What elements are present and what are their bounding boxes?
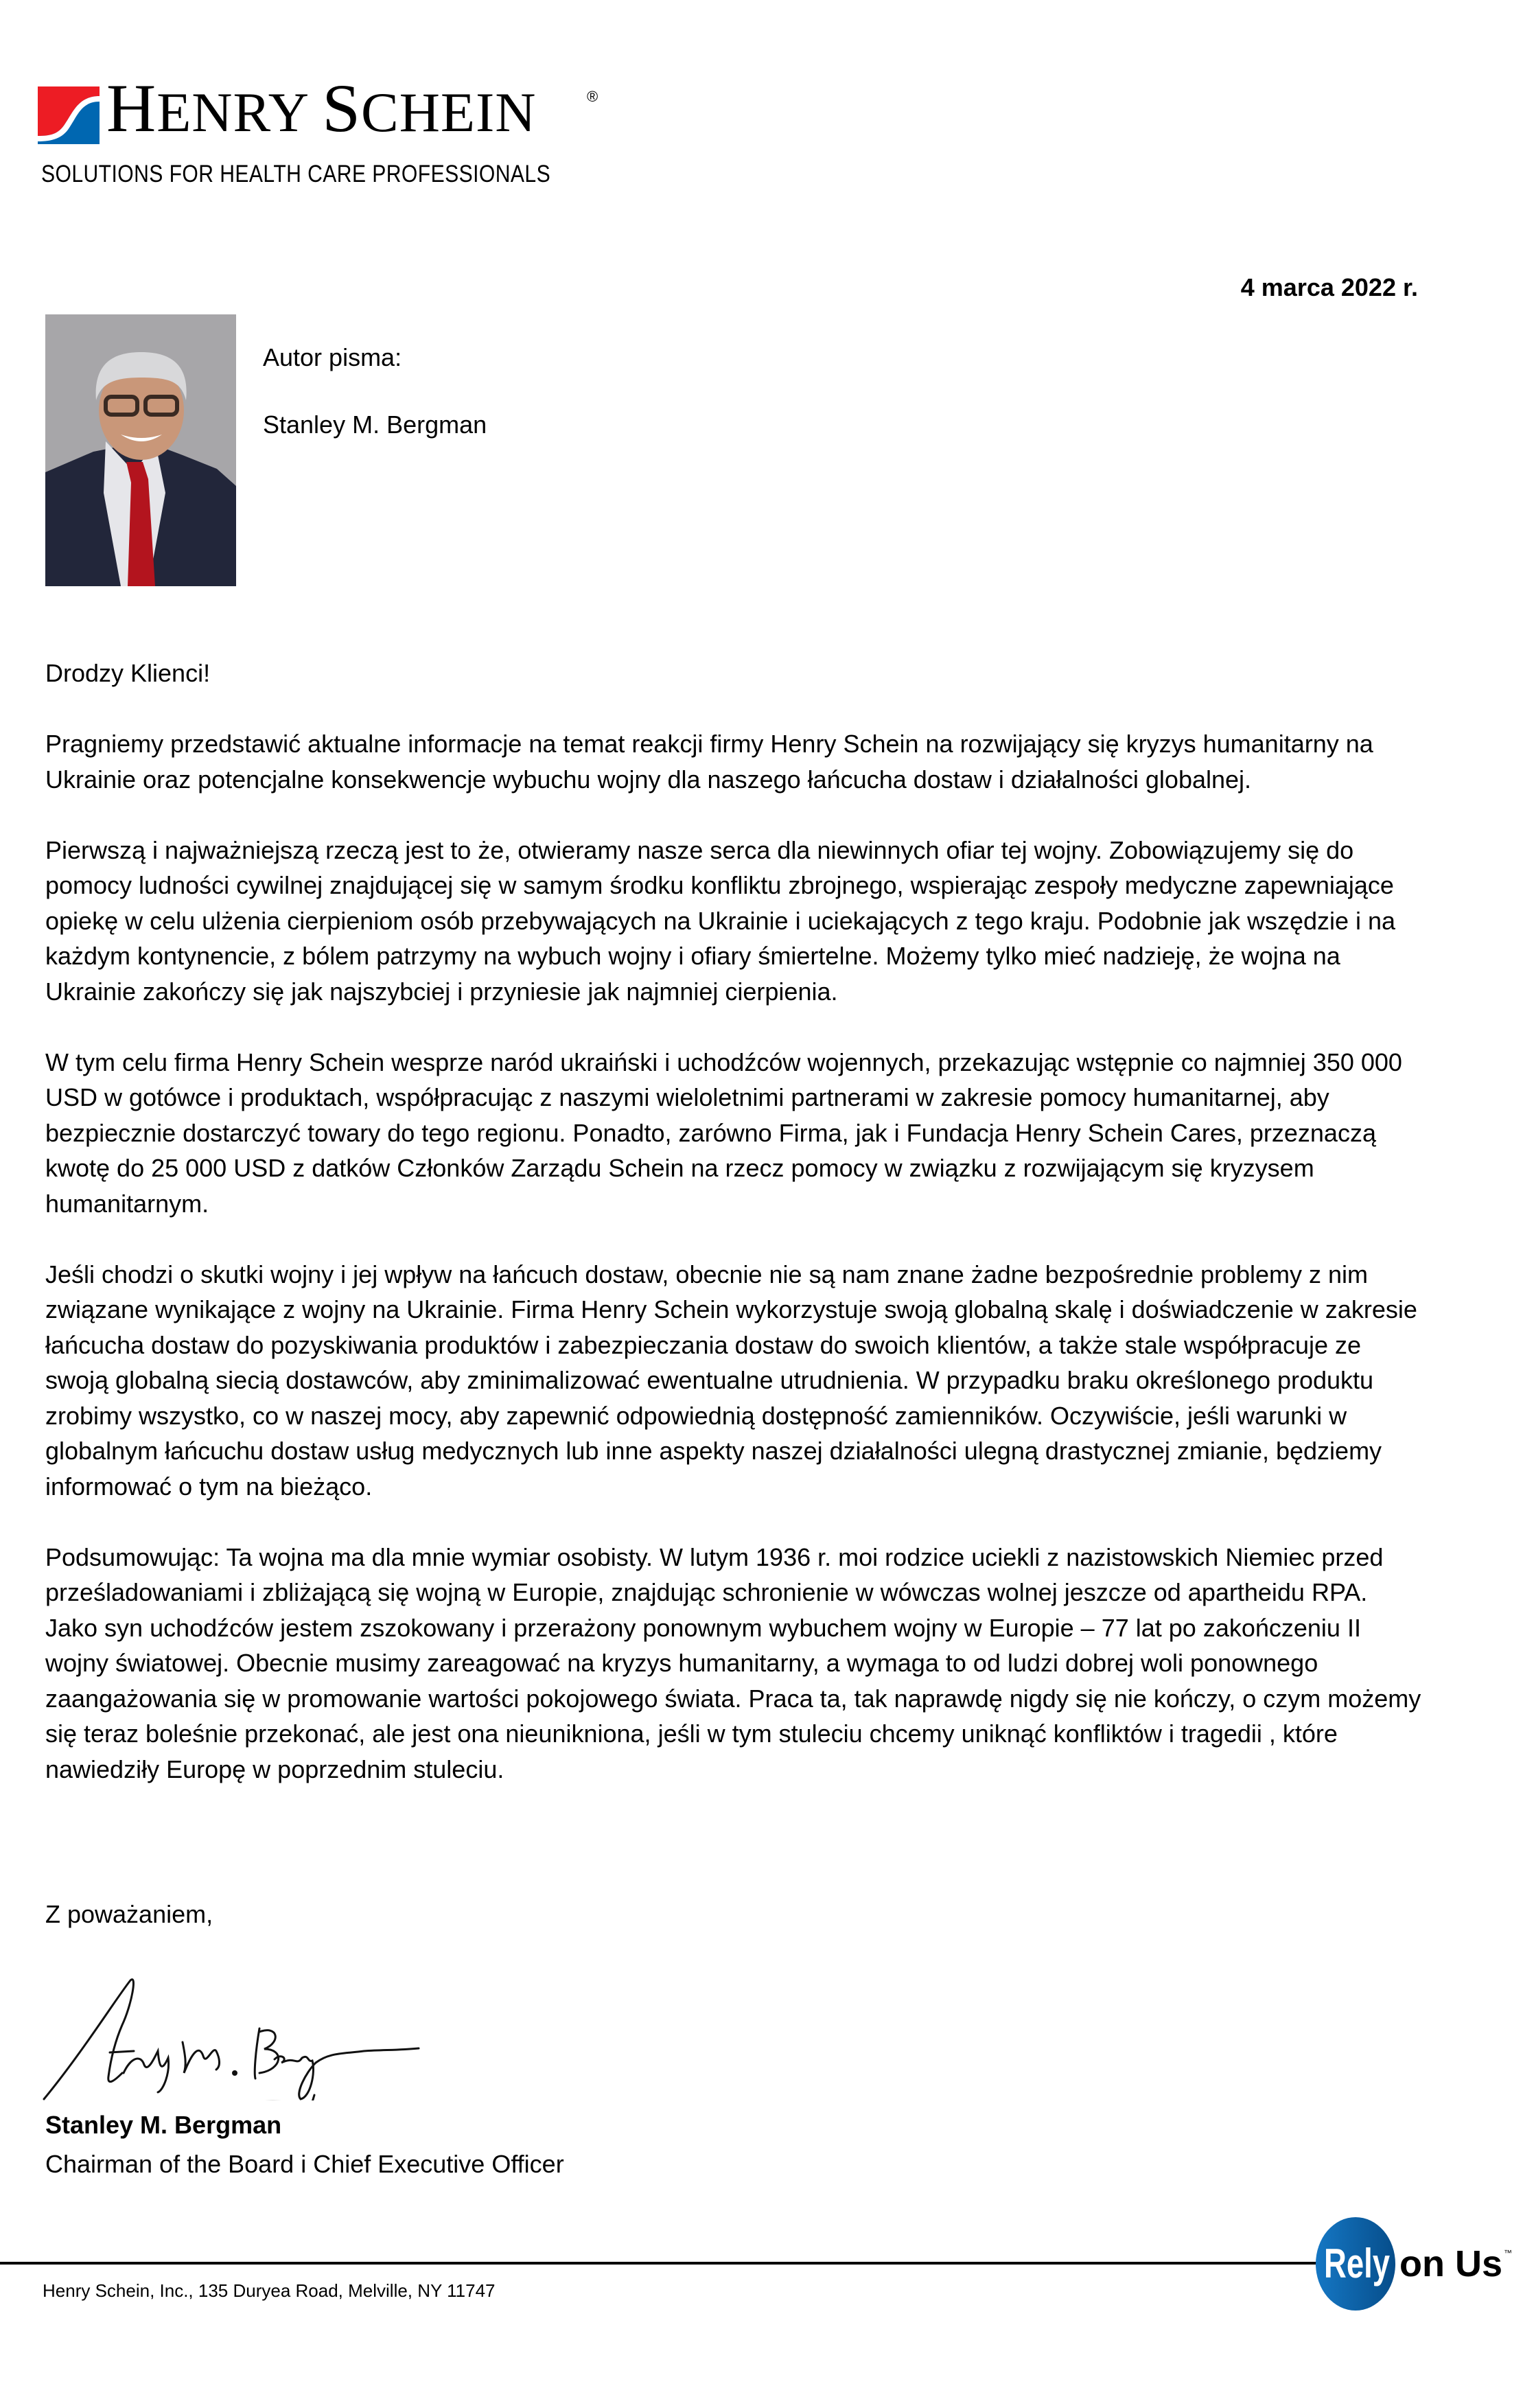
svg-text:™: ™ bbox=[1504, 2248, 1512, 2258]
svg-text:on Us: on Us bbox=[1399, 2243, 1502, 2284]
henry-schein-logo bbox=[38, 70, 614, 194]
brand-tagline: SOLUTIONS FOR HEALTH CARE PROFESSIONALS bbox=[41, 161, 551, 187]
letter-date: 4 marca 2022 r. bbox=[1240, 273, 1418, 301]
greeting: Drodzy Klienci! bbox=[45, 659, 211, 687]
author-photo bbox=[45, 314, 236, 586]
svg-text:Rely: Rely bbox=[1324, 2241, 1391, 2287]
paragraph-support: Pierwszą i najważniejszą rzeczą jest to że, otwieramy nasze serca dla niewinnych ofiar tej wojny. Zobowiązujemy się do pomocy ludności cywilnej znajdującej się w samym środku konfliktu zbrojnego, wspierając zespoły medyczne zapewniające opiekę w celu ulżenia cierpieniom osób przebywających na Ukrainie i uciekających z tego kraju. Podobnie jak wszędzie i na każdym kontynencie, z bólem patrzymy na wybuch wojny i ofiary śmiertelne. Możemy tylko mieć nadzieję, że wojna na Ukrainie zakończy się jak najszybciej i przyniesie jak najmniej cierpienia. bbox=[45, 835, 1396, 1006]
footer-address: Henry Schein, Inc., 135 Duryea Road, Melville, NY 11747 bbox=[43, 2280, 496, 2301]
paragraph-donation: W tym celu firma Henry Schein wesprze naród ukraiński i uchodźców wojennych, przekazując wstępnie co najmniej 350 000 USD w gotówce i produktach, współpracując z naszymi wieloletnimi partnerami w zakresie pomocy humanitarnej, aby bezpiecznie dostarczyć towary do tego regionu. Ponadto, zarówno Firma, jak i Fundacja Henry Schein Cares, przeznaczą kwotę do 25 000 USD z datków Członków Zarządu Schein na rzecz pomocy w związku z rozwijającym się kryzysem humanitarnym. bbox=[45, 1047, 1402, 1218]
paragraph-supply-chain: Jeśli chodzi o skutki wojny i jej wpływ na łańcuch dostaw, obecnie nie są nam znane żadne bezpośrednie problemy z nim związane wynikające z wojny na Ukrainie. Firma Henry Schein wykorzystuje swoją globalną skalę i doświadczenie w zakresie łańcucha dostaw do pozyskiwania produktów i zabezpieczania dostaw do swoich klientów, a także stale współpracuje ze swoją globalną siecią dostawców, aby zminimalizować ewentualne utrudnienia. W przypadku braku określonego produktu zrobimy wszystko, co w naszej mocy, aby zapewnić odpowiednią dostępność zamienników. Oczywiście, jeśli warunki w globalnym łańcuchu dostaw usług medycznych lub inne aspekty naszej działalności ulegną drastycznej zmianie, będziemy informować o tym na bieżąco. bbox=[45, 1260, 1417, 1501]
rely-on-us-logo-icon bbox=[1314, 2216, 1520, 2312]
author-label: Autor pisma: bbox=[263, 343, 402, 371]
author-name: Stanley M. Bergman bbox=[263, 410, 487, 439]
footer-divider bbox=[0, 2262, 1325, 2265]
portrait-icon bbox=[45, 314, 236, 586]
brand-name: HENRY SCHEIN bbox=[106, 70, 537, 146]
letter-body bbox=[45, 656, 1425, 1822]
paragraph-summary: Podsumowując: Ta wojna ma dla mnie wymiar osobisty. W lutym 1936 r. moi rodzice uciekli z nazistowskich Niemiec przed prześladowaniami i zbliżającą się wojną w Europie, znajdując schronienie w wówczas wolnej jeszcze od apartheidu RPA. Jako syn uchodźców jestem zszokowany i przerażony ponownym wybuchem wojny w Europie – 77 lat po zakończeniu II wojny światowej. Obecnie musimy zareagować na kryzys humanitarny, a wymaga to od ludzi dobrej woli ponownego zaangażowania się w promowanie wartości pokojowego świata. Praca ta, tak naprawdę nigdy się nie kończy, o czym możemy się teraz boleśnie przekonać, ale jest ona nieunikniona, jeśli w tym stuleciu chcemy uniknąć konfliktów i tragedii , które nawiedziły Europę w poprzednim stuleciu. bbox=[45, 1542, 1421, 1783]
signer-name: Stanley M. Bergman bbox=[45, 2111, 282, 2139]
henry-schein-mark-icon bbox=[38, 86, 100, 144]
paragraph-intro: Pragniemy przedstawić aktualne informacje na temat reakcji firmy Henry Schein na rozwijający się kryzys humanitarny na Ukrainie oraz potencjalne konsekwencje wybuchu wojny dla naszego łańcucha dostaw i działalności globalnej. bbox=[45, 730, 1373, 794]
signer-title: Chairman of the Board i Chief Executive Officer bbox=[45, 2150, 564, 2178]
signature-icon bbox=[41, 1977, 426, 2100]
registered-mark: ® bbox=[587, 88, 598, 105]
closing: Z poważaniem, bbox=[45, 1900, 213, 1928]
